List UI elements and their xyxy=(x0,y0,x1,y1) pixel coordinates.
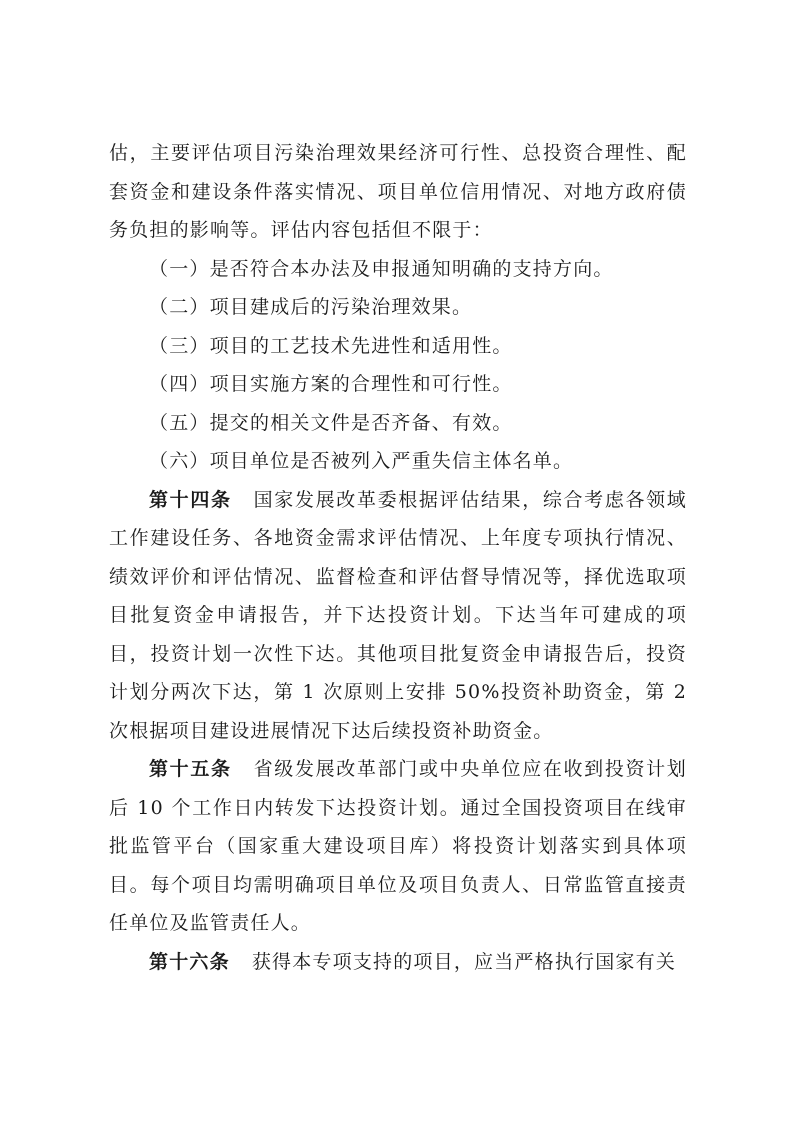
criteria-item-6: （六）项目单位是否被列入严重失信主体名单。 xyxy=(149,450,574,472)
document-page xyxy=(109,134,687,981)
article-15-text: 省级发展改革部门或中央单位应在收到投资计划后 10 个工作日内转发下达投资计划。通过全国投资项目在线审批监管平台（国家重大建设项目库）将投资计划落实到具体项目。每个项目均需明确项目单位及项目负责人、日常监管直接责任单位及监管责任人。 xyxy=(109,758,687,934)
intro-paragraph: 估，主要评估项目污染治理效果经济可行性、总投资合理性、配套资金和建设条件落实情况、项目单位信用情况、对地方政府债务负担的影响等。评估内容包括但不限于： xyxy=(109,142,687,241)
criteria-item-3: （三）项目的工艺技术先进性和适用性。 xyxy=(149,334,513,357)
article-14-heading: 第十四条 xyxy=(149,488,232,511)
criteria-item-1: （一）是否符合本办法及申报通知明确的支持方向。 xyxy=(149,257,614,280)
article-15-heading: 第十五条 xyxy=(149,758,232,780)
criteria-item-2: （二）项目建成后的污染治理效果。 xyxy=(149,296,473,318)
article-16-text: 获得本专项支持的项目，应当严格执行国家有关 xyxy=(251,950,677,973)
article-16-heading: 第十六条 xyxy=(149,950,230,973)
criteria-item-5: （五）提交的相关文件是否齐备、有效。 xyxy=(149,411,513,434)
article-16 xyxy=(109,943,687,982)
article-14-text: 国家发展改革委根据评估结果，综合考虑各领域工作建设任务、各地资金需求评估情况、上年度专项执行情况、绩效评价和评估情况、监督检查和评估督导情况等，择优选取项目批复资金申请报告，并下达投资计划。下达当年可建成的项目，投资计划一次性下达。其他项目批复资金申请报告后，投资计划分两次下达，第 1 次原则上安排 50%投资补助资金，第 2 次根据项目建设进展情况下达后续投资补助资金。 xyxy=(109,488,687,742)
article-15 xyxy=(109,750,687,943)
criteria-item-4: （四）项目实施方案的合理性和可行性。 xyxy=(149,373,513,395)
article-14 xyxy=(109,481,687,751)
